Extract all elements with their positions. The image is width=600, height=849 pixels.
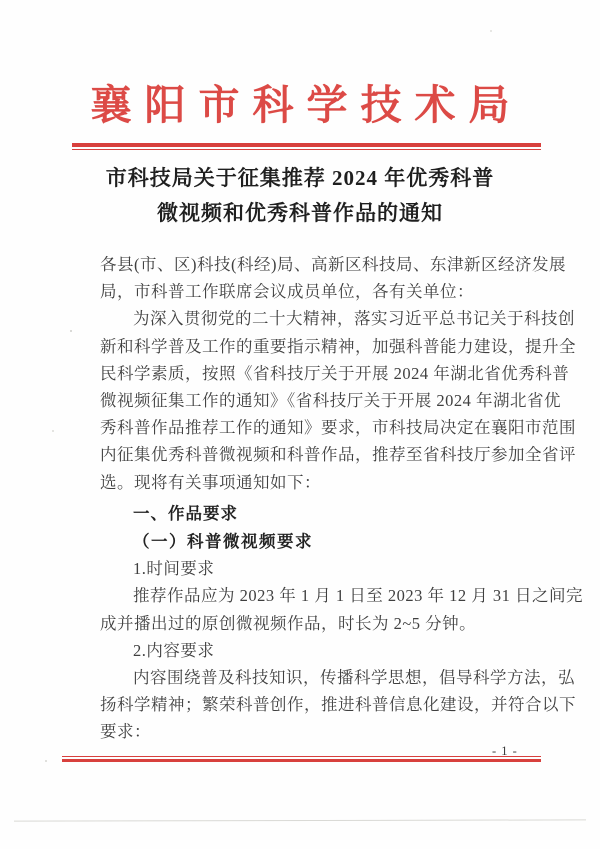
body-line: 内征集优秀科普微视频和科普作品，推荐至省科技厅参加全省评	[100, 445, 576, 465]
body-line: 成并播出过的原创微视频作品，时长为 2~5 分钟。	[100, 613, 477, 633]
page-number: - 1 -	[492, 744, 518, 758]
scan-artifact-specks	[70, 330, 72, 332]
body-line: 扬科学精神；繁荣科普创作，推进科普信息化建设，并符合以下	[100, 695, 576, 715]
header-divider-thin	[72, 149, 541, 150]
body-line: 选。现将有关事项通知如下：	[100, 472, 321, 492]
footer-divider-thick	[62, 759, 541, 762]
body-line: 一、作品要求	[133, 504, 238, 523]
body-line: （一）科普微视频要求	[133, 532, 313, 552]
body-line: 2.内容要求	[133, 640, 215, 660]
header-divider-thick	[72, 143, 541, 147]
body-line: 新和科学普及工作的重要指示精神，加强科普能力建设，提升全	[100, 336, 576, 356]
body-line: 民科学素质，按照《省科技厅关于开展 2024 年湖北省优秀科普	[100, 363, 570, 383]
body-line: 各县(市、区)科技(科经)局、高新区科技局、东津新区经济发展	[100, 255, 566, 274]
agency-letterhead: 襄阳市科学技术局	[90, 82, 523, 128]
paper-edge-shadow	[14, 819, 586, 821]
body-line: 1.时间要求	[133, 559, 215, 579]
body-line: 推荐作品应为 2023 年 1 月 1 日至 2023 年 12 月 31 日之间完	[133, 586, 583, 606]
body-line: 为深入贯彻党的二十大精神，落实习近平总书记关于科技创	[133, 309, 575, 329]
body-line: 微视频征集工作的通知》《省科技厅关于开展 2024 年湖北省优	[100, 391, 561, 411]
document-body	[100, 251, 583, 746]
document-title	[0, 161, 600, 231]
document-title-line-1: 市科技局关于征集推荐 2024 年优秀科普	[105, 166, 495, 190]
document-title-line-2: 微视频和优秀科普作品的通知	[157, 201, 443, 225]
body-line: 要求：	[100, 722, 151, 742]
body-line: 秀科普作品推荐工作的通知》要求，市科技局决定在襄阳市范围	[100, 418, 576, 438]
body-line: 内容围绕普及科技知识，传播科学思想，倡导科学方法，弘	[133, 668, 575, 688]
body-line: 局，市科普工作联席会议成员单位，各有关单位：	[100, 282, 474, 302]
footer-divider-thin	[62, 756, 541, 757]
